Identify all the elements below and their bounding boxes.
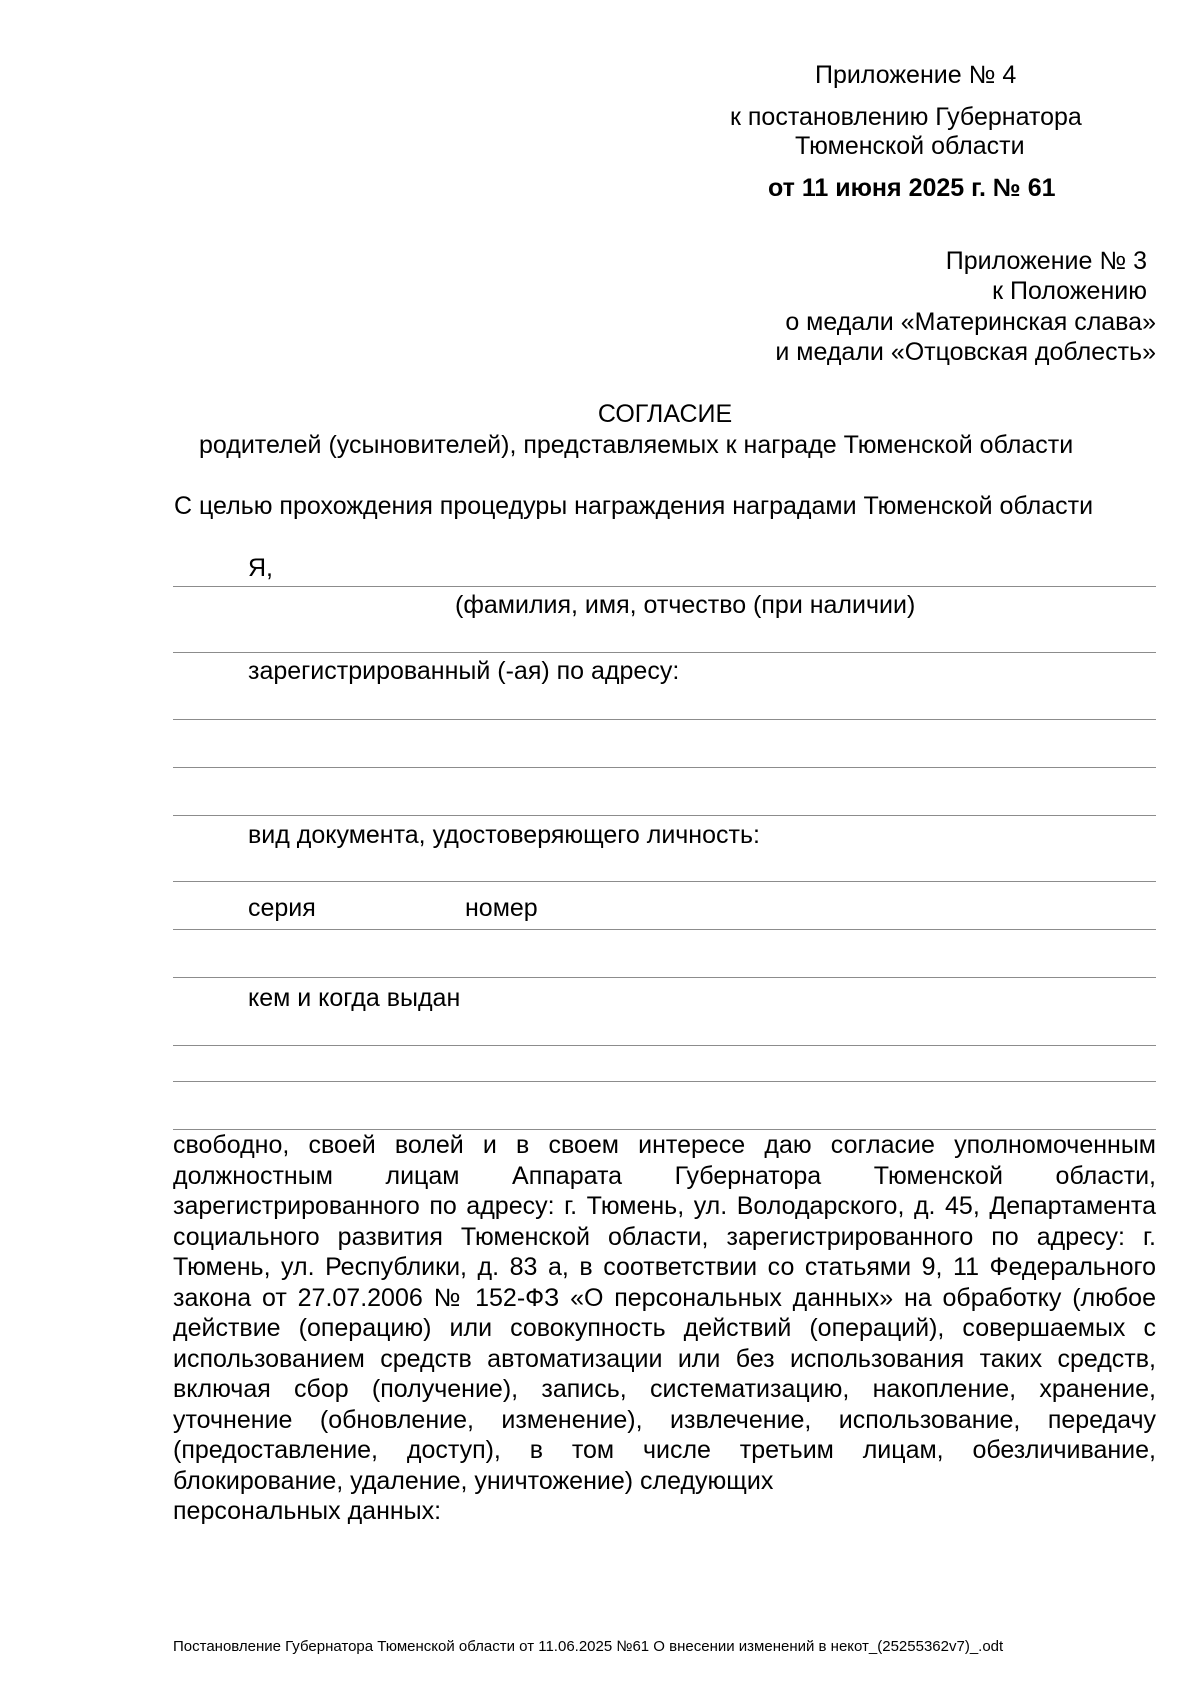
appendix3-line3: и медали «Отцовская доблесть» — [775, 338, 1156, 366]
consent-text-last: персональных данных: — [173, 1497, 442, 1525]
address-line-1[interactable] — [173, 719, 1156, 720]
appendix3-line1: к Положению — [992, 277, 1147, 305]
footer-filename: Постановление Губернатора Тюменской области от 11.06.2025 №61 О внесении изменений в некот_(25255362v7)_.odt — [173, 1638, 1004, 1655]
issued-label: кем и когда выдан — [248, 984, 461, 1012]
fio-line[interactable] — [173, 586, 1156, 587]
appendix3-title: Приложение № 3 — [945, 247, 1147, 275]
series-number-line[interactable] — [173, 929, 1156, 930]
address-label: зарегистрированный (-ая) по адресу: — [248, 657, 680, 685]
consent-paragraph — [173, 1130, 1156, 1527]
appendix4-title: Приложение № 4 — [815, 61, 1017, 89]
doc-type-label: вид документа, удостоверяющего личность: — [248, 821, 760, 849]
appendix4-line1: к постановлению Губернатора — [730, 103, 1082, 131]
doc-type-line[interactable] — [173, 881, 1156, 882]
series-label: серия — [248, 894, 316, 922]
i-label: Я, — [248, 554, 273, 582]
appendix3-line2: о медали «Материнская слава» — [785, 308, 1156, 336]
fio-extra-line[interactable] — [173, 652, 1156, 653]
purpose-line: С целью прохождения процедуры награждения наградами Тюменской области — [174, 492, 1094, 520]
document-subtitle: родителей (усыновителей), представляемых к награде Тюменской области — [199, 431, 1074, 459]
issued-line-2[interactable] — [173, 1081, 1156, 1082]
appendix4-date: от 11 июня 2025 г. № 61 — [768, 174, 1056, 202]
appendix4-line2: Тюменской области — [795, 132, 1025, 160]
address-line-3[interactable] — [173, 815, 1156, 816]
document-title: СОГЛАСИЕ — [597, 400, 733, 428]
issued-line-1[interactable] — [173, 1045, 1156, 1046]
series-number-extra-line[interactable] — [173, 977, 1156, 978]
number-label: номер — [465, 894, 538, 922]
consent-text: свободно, своей волей и в своем интересе даю согласие уполномоченным должностным лицам Аппарата Губернатора Тюменской области, зарегистрированного по адресу: г. Тюмень, ул. Володарского, д. 45, Департамента социального развития Тюменской области, зарегистрированного по адресу: г. Тюмень, ул. Республики, д. 83 а, в соответствии со статьями 9, 11 Федерального закона от 27.07.2006 № 152-ФЗ «О персональных данных» на обработку (любое действие (операцию) или совокупность действий (операций), совершаемых с использованием средств автоматизации или без использования таких средств, включая сбор (получение), запись, систематизацию, накопление, хранение, уточнение (обновление, изменение), извлечение, использование, передачу (предоставление, доступ), в том числе третьим лицам, обезличивание, блокирование, удаление, уничтожение) следующих — [173, 1131, 1156, 1495]
address-line-2[interactable] — [173, 767, 1156, 768]
fio-caption: (фамилия, имя, отчество (при наличии) — [455, 591, 916, 619]
